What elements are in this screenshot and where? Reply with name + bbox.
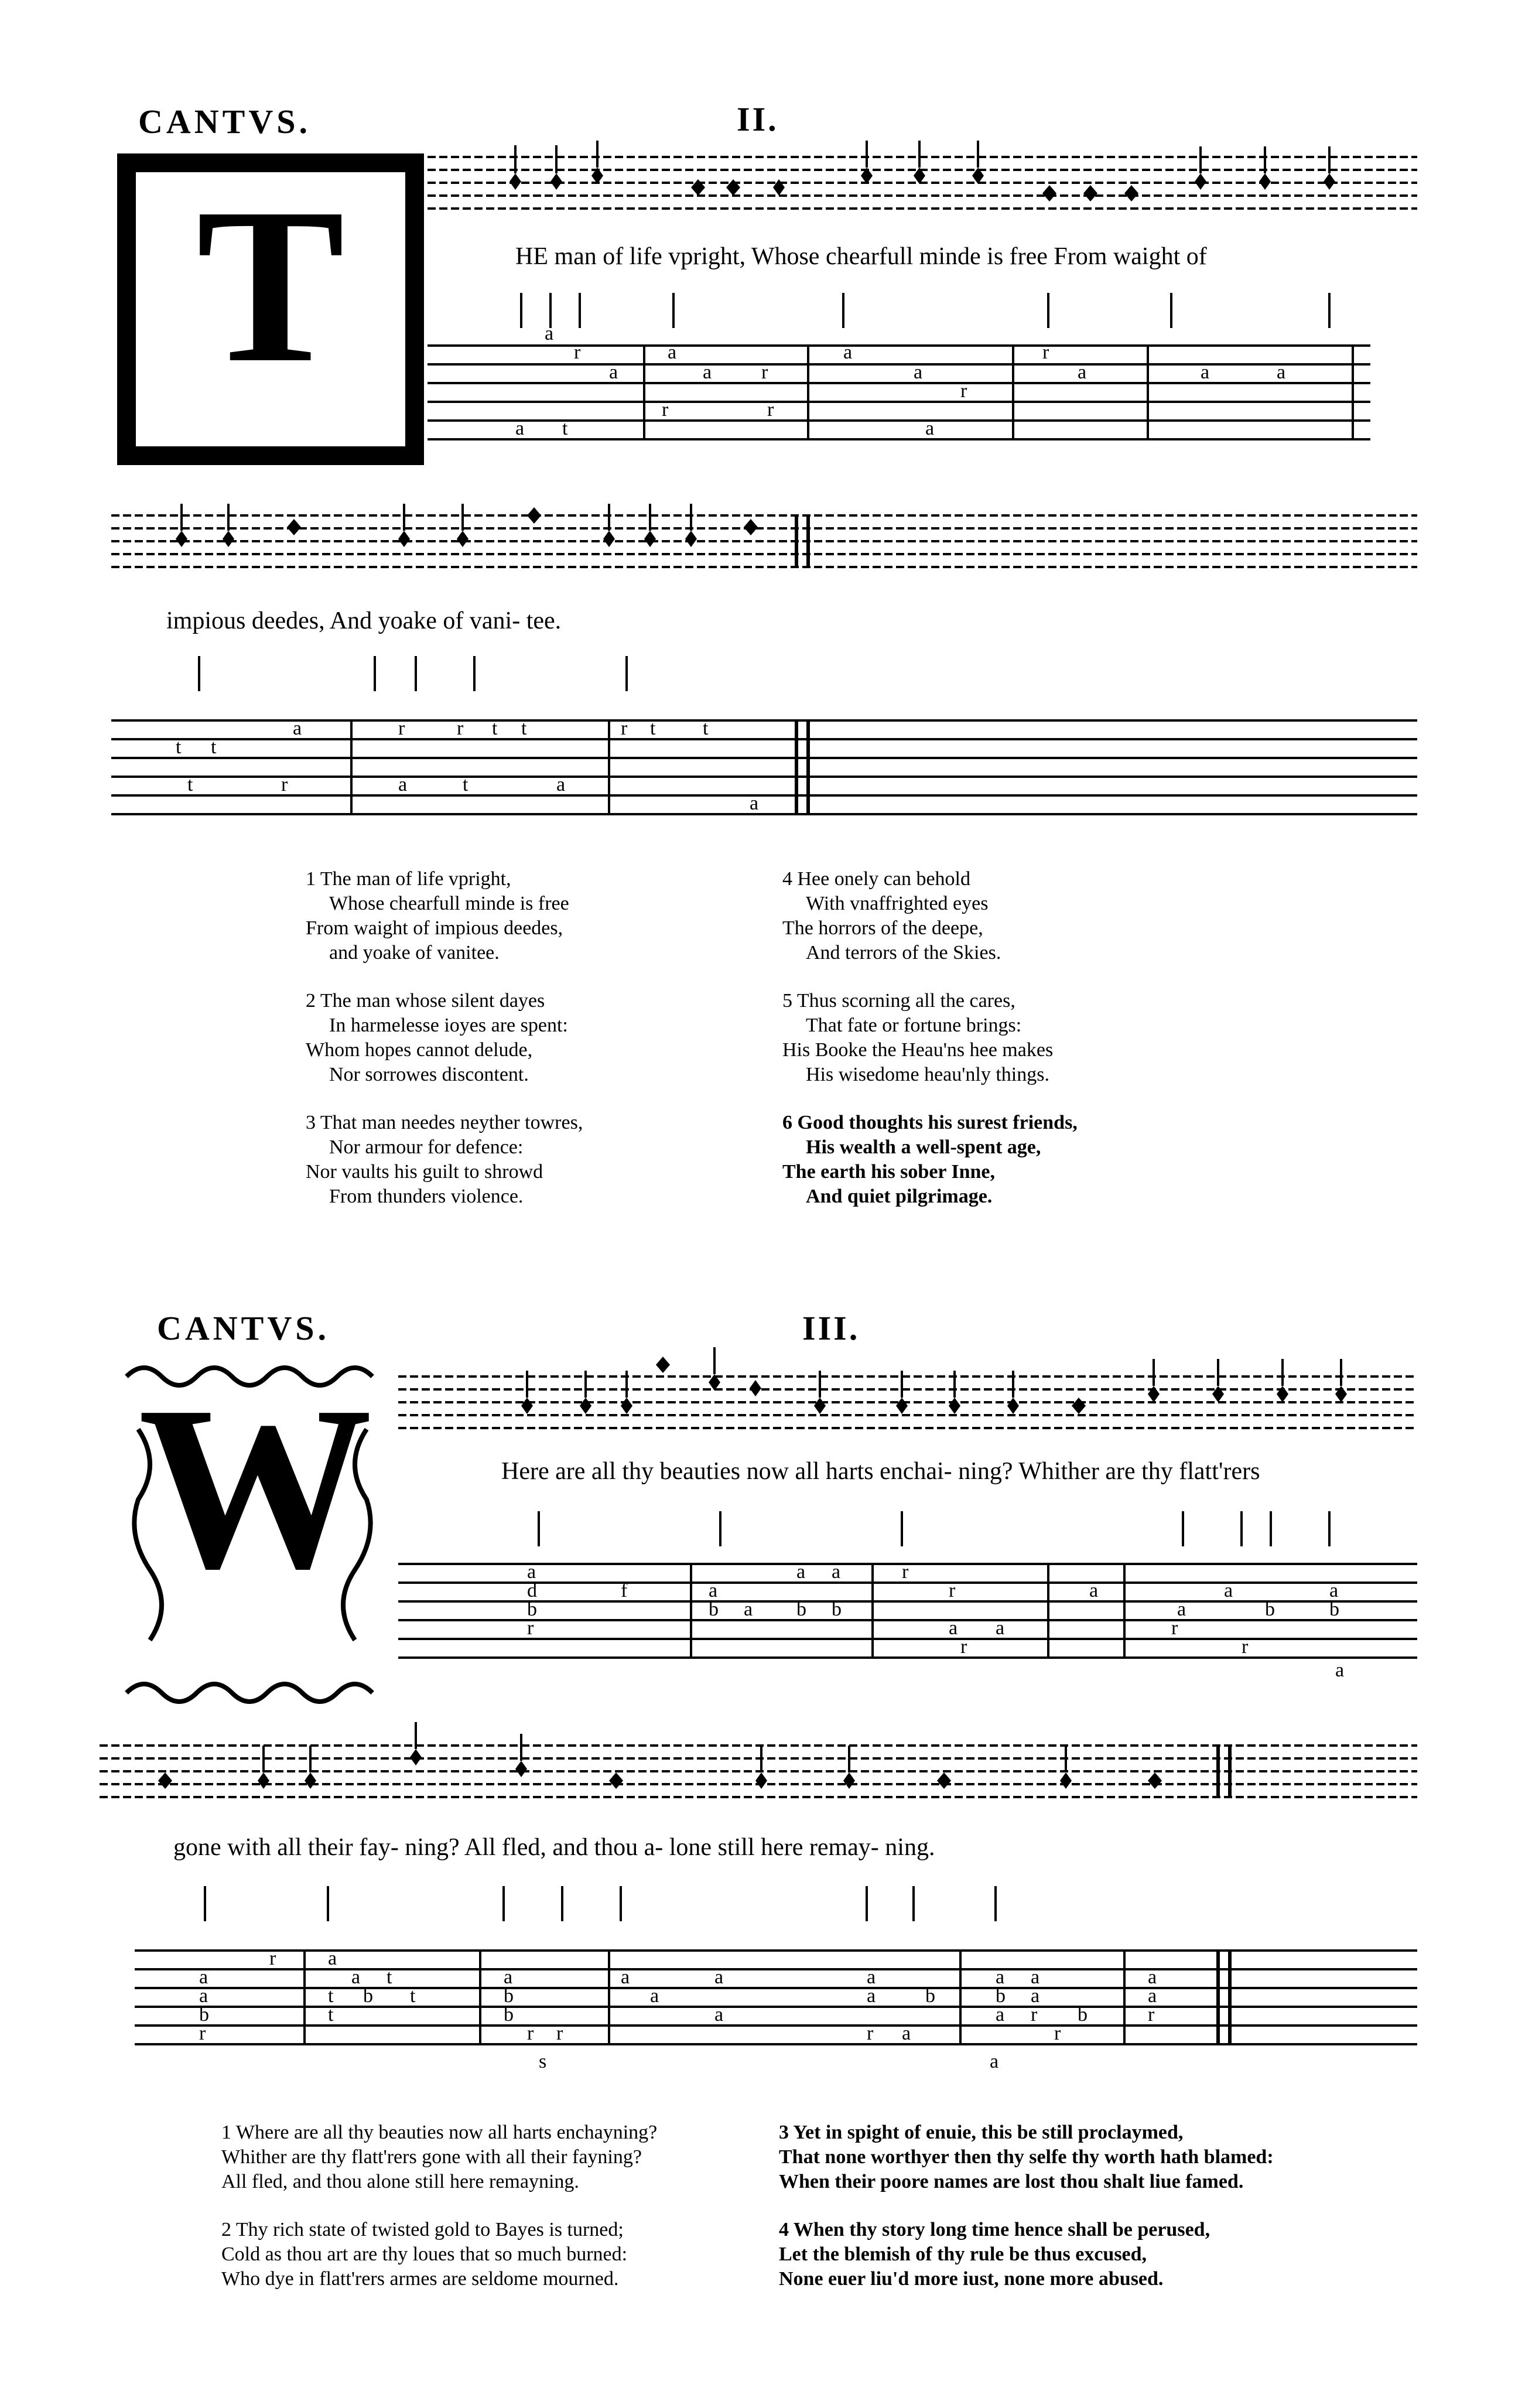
song-2-header: CANTVS. <box>138 103 311 141</box>
svg-text:t: t <box>562 418 568 439</box>
svg-text:t: t <box>211 736 217 758</box>
svg-text:t: t <box>703 718 709 739</box>
svg-text:r: r <box>1054 2023 1061 2044</box>
svg-text:a: a <box>914 361 923 383</box>
svg-text:t: t <box>463 774 469 795</box>
verse-line: And terrors of the Skies. <box>806 942 1001 964</box>
svg-text:a: a <box>199 1966 208 1988</box>
verse-line: Nor sorrowes discontent. <box>329 1064 529 1085</box>
svg-text:b: b <box>363 1985 373 2007</box>
svg-text:r: r <box>574 341 581 363</box>
svg-text:t: t <box>410 1985 416 2007</box>
svg-text:r: r <box>902 1561 909 1583</box>
svg-text:a: a <box>1177 1598 1186 1620</box>
verse-line: Let the blemish of thy rule be thus excused, <box>779 2243 1147 2265</box>
svg-text:b: b <box>199 2004 209 2026</box>
initial-letter: W <box>138 1358 372 1617</box>
svg-text:a: a <box>744 1598 753 1620</box>
song-2-lyrics-line-1: HE man of life vpright, Whose chearfull minde is free From waight of <box>515 243 1207 270</box>
svg-text:r: r <box>1171 1617 1178 1639</box>
verse-line: With vnaffrighted eyes <box>806 893 989 914</box>
svg-text:r: r <box>398 718 405 739</box>
verse-line: 3 That man needes neyther towres, <box>306 1112 583 1133</box>
svg-text:a: a <box>703 361 712 383</box>
svg-text:b: b <box>996 1985 1006 2007</box>
verse-line: 1 Where are all thy beauties now all harts enchayning? <box>221 2122 658 2143</box>
svg-text:a: a <box>1148 1966 1157 1988</box>
svg-text:a: a <box>668 341 677 363</box>
song-3-header: CANTVS. <box>157 1309 330 1347</box>
svg-text:a: a <box>398 774 408 795</box>
svg-text:a: a <box>1224 1580 1233 1601</box>
svg-text:a: a <box>504 1966 513 1988</box>
verse-line: 4 When thy story long time hence shall be perused, <box>779 2219 1210 2240</box>
verse-line: The earth his sober Inne, <box>782 1161 996 1183</box>
svg-text:a: a <box>621 1966 630 1988</box>
verse-line: From thunders violence. <box>329 1186 524 1207</box>
svg-text:a: a <box>515 418 525 439</box>
svg-text:r: r <box>949 1580 956 1601</box>
verse-line: From waight of impious deedes, <box>306 917 563 939</box>
svg-text:b: b <box>832 1598 842 1620</box>
svg-text:r: r <box>767 399 774 421</box>
svg-text:a: a <box>1089 1580 1099 1601</box>
svg-text:a: a <box>1031 1985 1040 2007</box>
svg-text:a: a <box>556 774 566 795</box>
verse-line: Cold as thou art are thy loues that so much burned: <box>221 2243 628 2265</box>
verse-line: And quiet pilgrimage. <box>806 1186 993 1207</box>
verse-line: 4 Hee onely can behold <box>782 868 970 890</box>
svg-text:a: a <box>527 1561 536 1583</box>
svg-text:r: r <box>269 1948 276 1969</box>
svg-text:a: a <box>832 1561 841 1583</box>
verse-line: Nor armour for defence: <box>329 1136 524 1158</box>
svg-text:a: a <box>1277 361 1286 383</box>
verse-line: The horrors of the deepe, <box>782 917 983 939</box>
svg-text:r: r <box>527 2023 534 2044</box>
verse-line: 3 Yet in spight of enuie, this be still proclaymed, <box>779 2122 1184 2143</box>
svg-text:a: a <box>650 1985 659 2007</box>
svg-text:a: a <box>1148 1985 1157 2007</box>
svg-text:a: a <box>843 341 853 363</box>
svg-text:r: r <box>457 718 464 739</box>
song-3-verses-left <box>221 2120 657 2291</box>
svg-text:a: a <box>996 2004 1005 2026</box>
svg-text:b: b <box>1265 1598 1275 1620</box>
svg-text:r: r <box>867 2023 874 2044</box>
verse-line: Whither are thy flatt'rers gone with all their fayning? <box>221 2146 642 2168</box>
verse-line: Whose chearfull minde is free <box>329 893 569 914</box>
svg-text:r: r <box>761 361 768 383</box>
svg-text:a: a <box>1335 1659 1345 1681</box>
svg-text:r: r <box>1031 2004 1038 2026</box>
svg-text:b: b <box>527 1598 537 1620</box>
svg-text:t: t <box>650 718 656 739</box>
svg-text:b: b <box>796 1598 806 1620</box>
verse-line: 1 The man of life vpright, <box>306 868 511 890</box>
svg-text:a: a <box>996 1617 1005 1639</box>
svg-text:a: a <box>293 718 302 739</box>
song-3-verses-right <box>779 2120 1274 2291</box>
verse-line: Who dye in flatt'rers armes are seldome mourned. <box>221 2268 619 2290</box>
svg-text:a: a <box>1031 1966 1040 1988</box>
svg-text:t: t <box>187 774 193 795</box>
svg-text:b: b <box>1329 1598 1339 1620</box>
verse-line: In harmelesse ioyes are spent: <box>329 1015 568 1036</box>
svg-text:r: r <box>662 399 669 421</box>
svg-text:r: r <box>556 2023 563 2044</box>
svg-text:a: a <box>949 1617 958 1639</box>
verse-line: All fled, and thou alone still here remayning. <box>221 2171 579 2192</box>
svg-text:a: a <box>714 2004 724 2026</box>
svg-text:a: a <box>199 1985 208 2007</box>
song-3-lyrics-line-2: gone with all their fay- ning? All fled, and thou a- lone still here remay- ning. <box>173 1834 935 1861</box>
verse-line: Whom hopes cannot delude, <box>306 1039 533 1061</box>
svg-text:r: r <box>621 718 628 739</box>
svg-text:b: b <box>709 1598 719 1620</box>
svg-text:a: a <box>867 1966 876 1988</box>
svg-text:b: b <box>925 1985 935 2007</box>
verse-line: None euer liu'd more iust, none more abused. <box>779 2268 1164 2290</box>
svg-text:r: r <box>199 2023 206 2044</box>
svg-text:a: a <box>750 793 759 814</box>
svg-text:a: a <box>902 2023 911 2044</box>
svg-text:a: a <box>1329 1580 1339 1601</box>
verse-line: That fate or fortune brings: <box>806 1015 1022 1036</box>
svg-text:r: r <box>1042 341 1049 363</box>
svg-text:a: a <box>714 1966 724 1988</box>
svg-text:r: r <box>281 774 288 795</box>
initial-letter: T <box>196 162 345 409</box>
verse-3 <box>779 2120 1274 2194</box>
verse-line: That none worthyer then thy selfe thy worth hath blamed: <box>779 2146 1274 2168</box>
svg-text:a: a <box>796 1561 806 1583</box>
svg-text:a: a <box>709 1580 718 1601</box>
svg-text:a: a <box>609 361 618 383</box>
svg-text:r: r <box>527 1617 534 1639</box>
svg-text:r: r <box>960 380 967 402</box>
svg-text:a: a <box>545 323 554 344</box>
svg-text:s: s <box>539 2051 547 2072</box>
svg-text:d: d <box>527 1580 537 1601</box>
svg-text:t: t <box>328 2004 334 2026</box>
svg-text:f: f <box>621 1580 628 1601</box>
svg-text:a: a <box>351 1966 361 1988</box>
svg-text:b: b <box>1078 2004 1088 2026</box>
svg-text:r: r <box>960 1636 967 1658</box>
svg-text:a: a <box>1078 361 1087 383</box>
svg-text:a: a <box>990 2051 999 2072</box>
svg-text:t: t <box>387 1966 392 1988</box>
verse-line: His Booke the Heau'ns hee makes <box>782 1039 1054 1061</box>
verse-line: and yoake of vanitee. <box>329 942 500 964</box>
svg-text:a: a <box>1201 361 1210 383</box>
verse-2 <box>221 2218 657 2291</box>
svg-text:t: t <box>521 718 527 739</box>
verse-line: 6 Good thoughts his surest friends, <box>782 1112 1078 1133</box>
verse-line: His wisedome heau'nly things. <box>806 1064 1049 1085</box>
song-2-lyrics-line-2: impious deedes, And yoake of vani- tee. <box>166 607 562 634</box>
verse-line: 2 Thy rich state of twisted gold to Bayes is turned; <box>221 2219 624 2240</box>
svg-text:t: t <box>328 1985 334 2007</box>
verse-1 <box>221 2120 657 2194</box>
verse-line: Nor vaults his guilt to shrowd <box>306 1161 543 1183</box>
verse-4 <box>779 2218 1274 2291</box>
svg-text:a: a <box>328 1948 337 1969</box>
song-3-lyrics-line-1: Here are all thy beauties now all harts enchai- ning? Whither are thy flatt'rers <box>501 1458 1260 1485</box>
song-2-number: II. <box>737 100 779 138</box>
svg-text:b: b <box>504 1985 514 2007</box>
verse-line: His wealth a well-spent age, <box>806 1136 1041 1158</box>
verse-line: 5 Thus scorning all the cares, <box>782 990 1015 1012</box>
svg-text:r: r <box>1242 1636 1249 1658</box>
song-3-number: III. <box>802 1309 860 1347</box>
svg-text:t: t <box>492 718 498 739</box>
svg-text:a: a <box>996 1966 1005 1988</box>
svg-text:t: t <box>176 736 182 758</box>
verse-line: When their poore names are lost thou shalt liue famed. <box>779 2171 1244 2192</box>
svg-text:b: b <box>504 2004 514 2026</box>
svg-text:a: a <box>925 418 935 439</box>
svg-text:a: a <box>867 1985 876 2007</box>
verse-line: 2 The man whose silent dayes <box>306 990 545 1012</box>
svg-text:r: r <box>1148 2004 1155 2026</box>
